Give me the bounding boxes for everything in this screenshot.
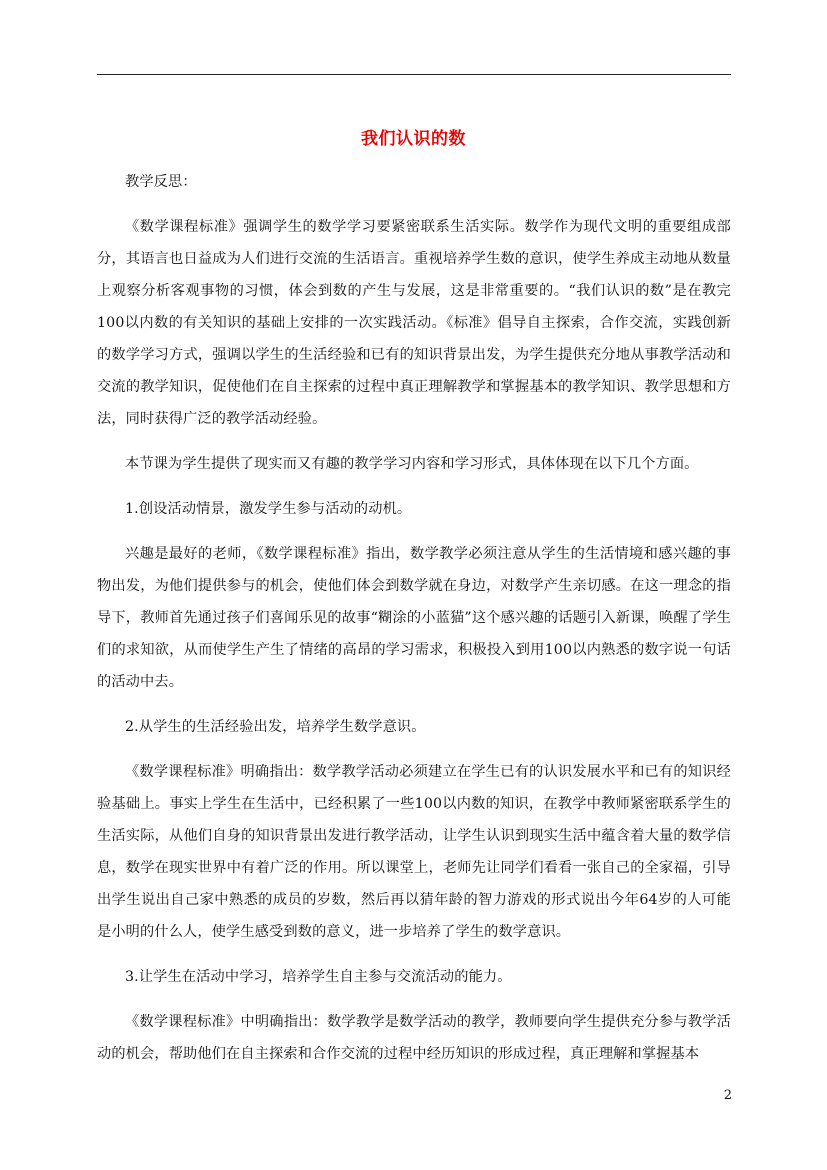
paragraph: 《数学课程标准》明确指出：数学教学活动必须建立在学生已有的认识发展水平和已有的知识经验基础上。事实上学生在生活中，已经积累了一些100以内数的知识，在教学中教师紧密联系学生的生活实际，从他们自身的知识背景出发进行教学活动，让学生认识到现实生活中蕴含着大量的数学信息，数学在现实世界中有着广泛的作用。所以课堂上，老师先让同学们看看一张自己的全家福，引导出学生说出自己家中熟悉的成员的岁数，然后再以猜年龄的智力游戏的形式说出今年64岁的人可能是小明的什么人，使学生感受到数的意义，进一步培养了学生的数学意识。 xyxy=(97,764,731,940)
paragraph: 兴趣是最好的老师，《数学课程标准》指出，数学教学必须注意从学生的生活情境和感兴趣的事物出发，为他们提供参与的机会，使他们体会到数学就在身边，对数学产生亲切感。在这一理念的指导下，教师首先通过孩子们喜闻乐见的故事“糊涂的小蓝猫”这个感兴趣的话题引入新课，唤醒了学生们的求知欲，从而使学生产生了情绪的高昂的学习需求，积极投入到用100以内熟悉的数字说一句话的活动中去。 xyxy=(97,546,731,690)
page-number: 2 xyxy=(723,1088,732,1103)
paragraph: 本节课为学生提供了现实而又有趣的教学学习内容和学习形式，具体体现在以下几个方面。 xyxy=(125,456,699,472)
paragraph: 《数学课程标准》强调学生的数学学习要紧密联系生活实际。数学作为现代文明的重要组成部分，其语言也日益成为人们进行交流的生活语言。重视培养学生数的意识，使学生养成主动地从数量上观察分析客观事物的习惯，体会到数的产生与发展，这是非常重要的。“我们认识的数”是在教完100以内数的有关知识的基础上安排的一次实践活动。《标准》倡导自主探索，合作交流，实践创新的数学学习方式，强调以学生的生活经验和已有的知识背景出发，为学生提供充分地从事教学活动和交流的教学知识，促使他们在自主探索的过程中真正理解教学和掌握基本的教学知识、教学思想和方法，同时获得广泛的教学活动经验。 xyxy=(97,219,731,427)
paragraph-numbered-point: 1.创设活动情景，激发学生参与活动的动机。 xyxy=(125,501,412,517)
paragraph: 《数学课程标准》中明确指出：数学教学是数学活动的教学，教师要向学生提供充分参与教学活动的机会，帮助他们在自主探索和合作交流的过程中经历知识的形成过程，真正理解和掌握基本 xyxy=(97,1014,731,1062)
paragraph-numbered-point: 2.从学生的生活经验出发，培养学生数学意识。 xyxy=(125,719,426,735)
paragraph-numbered-point: 3.让学生在活动中学习，培养学生自主参与交流活动的能力。 xyxy=(125,969,512,985)
document-title: 我们认识的数 xyxy=(361,129,466,149)
document-body xyxy=(97,166,731,1083)
paragraph-reflection-heading: 教学反思： xyxy=(125,174,197,190)
header-rule xyxy=(97,74,731,75)
